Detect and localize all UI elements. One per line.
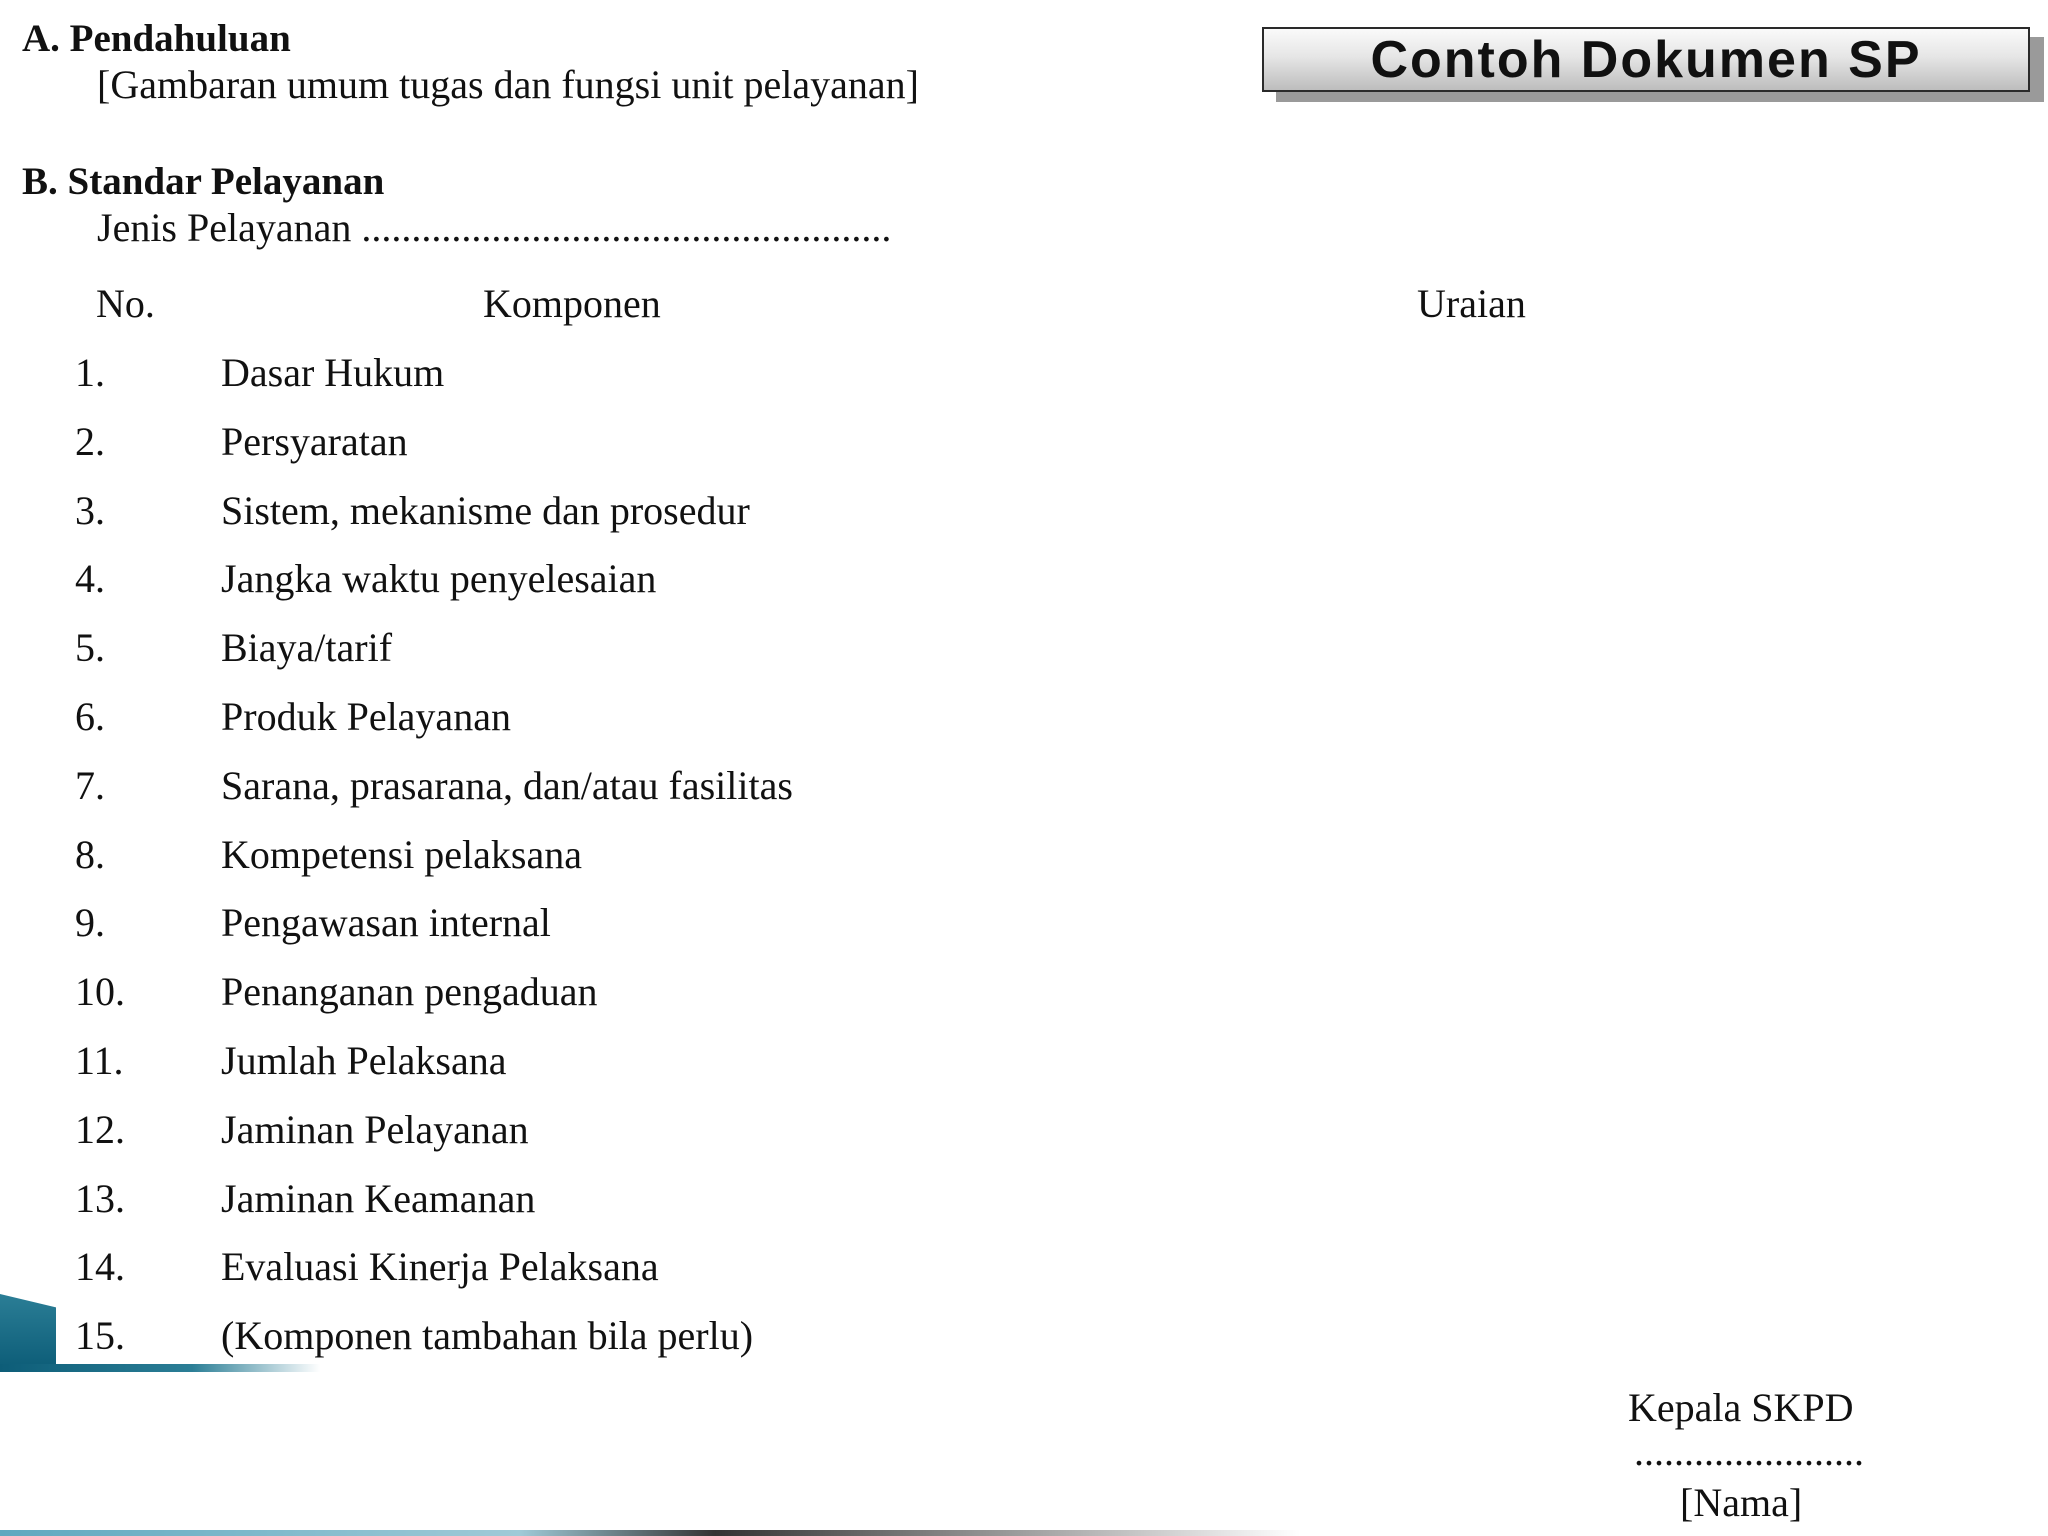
- document-title-box: [1262, 27, 2030, 92]
- column-header-uraian: Uraian: [1417, 281, 1526, 326]
- row-number: 12.: [75, 1107, 125, 1152]
- decorative-teal-tab: [0, 1294, 56, 1368]
- row-komponen: Biaya/tarif: [221, 625, 393, 670]
- row-number: 9.: [75, 900, 105, 945]
- row-komponen: Jumlah Pelaksana: [221, 1038, 507, 1083]
- signature-title: Kepala SKPD: [1628, 1385, 1854, 1430]
- row-number: 11.: [75, 1038, 124, 1083]
- decorative-teal-bar: [0, 1364, 320, 1372]
- signature-dots: .......................: [1634, 1429, 1864, 1474]
- section-a-text: [Gambaran umum tugas dan fungsi unit pelayanan]: [97, 62, 919, 107]
- document-title: Contoh Dokumen SP: [1370, 30, 1922, 89]
- row-komponen: Jaminan Keamanan: [221, 1176, 536, 1221]
- row-komponen: Kompetensi pelaksana: [221, 832, 582, 877]
- row-number: 1.: [75, 350, 105, 395]
- row-number: 5.: [75, 625, 105, 670]
- row-number: 3.: [75, 488, 105, 533]
- row-number: 15.: [75, 1313, 125, 1358]
- row-number: 2.: [75, 419, 105, 464]
- row-number: 8.: [75, 832, 105, 877]
- row-komponen: Jangka waktu penyelesaian: [221, 556, 657, 601]
- decorative-bottom-line: [0, 1530, 1300, 1536]
- section-b-heading: B. Standar Pelayanan: [22, 160, 385, 203]
- column-header-no: No.: [96, 281, 155, 326]
- row-komponen: Produk Pelayanan: [221, 694, 511, 739]
- row-komponen: Pengawasan internal: [221, 900, 551, 945]
- row-number: 14.: [75, 1244, 125, 1289]
- row-komponen: (Komponen tambahan bila perlu): [221, 1313, 754, 1358]
- section-a-heading: A. Pendahuluan: [22, 17, 291, 60]
- row-number: 6.: [75, 694, 105, 739]
- jenis-pelayanan-line: Jenis Pelayanan .....................................................: [97, 205, 892, 250]
- row-number: 13.: [75, 1176, 125, 1221]
- row-komponen: Dasar Hukum: [221, 350, 445, 395]
- row-komponen: Evaluasi Kinerja Pelaksana: [221, 1244, 659, 1289]
- row-number: 4.: [75, 556, 105, 601]
- row-komponen: Jaminan Pelayanan: [221, 1107, 529, 1152]
- row-komponen: Persyaratan: [221, 419, 408, 464]
- signature-name: [Nama]: [1680, 1480, 1803, 1525]
- row-komponen: Penanganan pengaduan: [221, 969, 598, 1014]
- row-komponen: Sarana, prasarana, dan/atau fasilitas: [221, 763, 793, 808]
- row-number: 7.: [75, 763, 105, 808]
- row-komponen: Sistem, mekanisme dan prosedur: [221, 488, 750, 533]
- row-number: 10.: [75, 969, 125, 1014]
- column-header-komponen: Komponen: [483, 281, 661, 326]
